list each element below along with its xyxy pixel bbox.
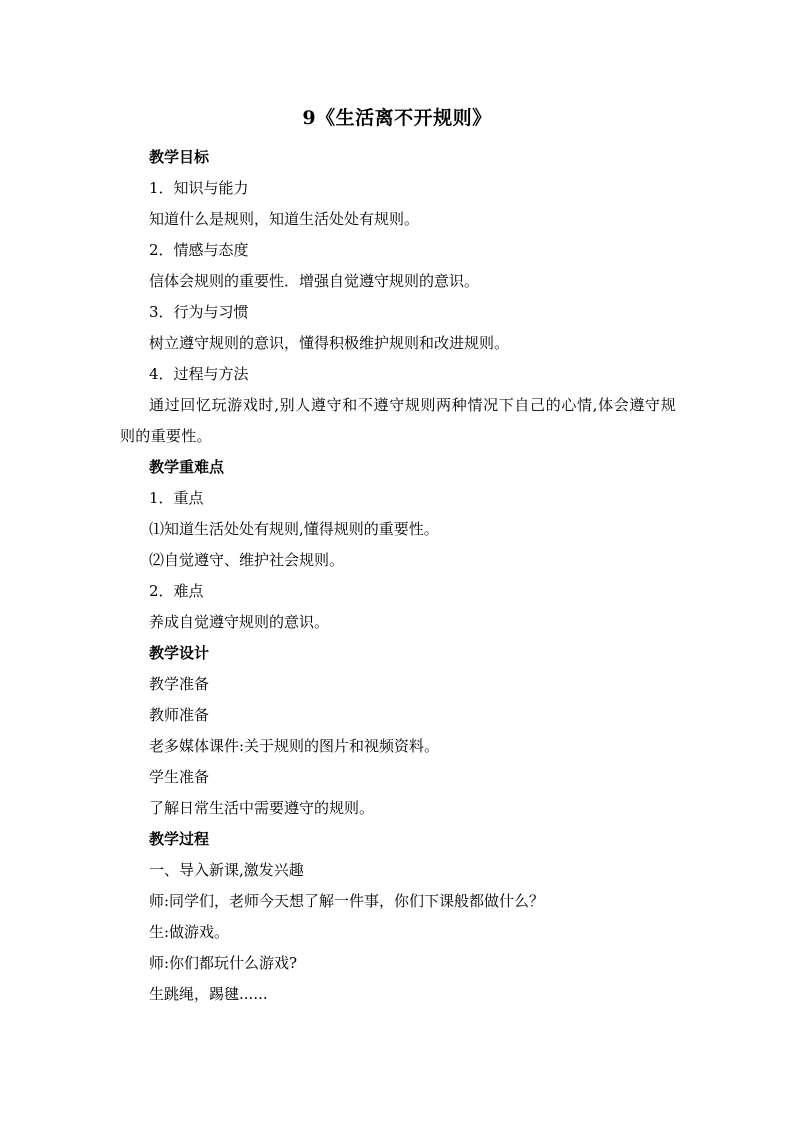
prep-label: 教学准备 xyxy=(149,675,210,693)
goal-item-4: 4．过程与方法 xyxy=(149,365,249,383)
document-body xyxy=(120,142,676,1010)
difficulty-text: 养成自觉遵守规则的意识。 xyxy=(149,613,330,631)
dialogue-line-1: 师:同学们，老师今天想了解一件事，你们下课般都做什么？ xyxy=(149,892,545,910)
key-point-label: 1．重点 xyxy=(149,489,204,507)
teacher-prep-label: 教师准备 xyxy=(149,706,210,724)
student-prep-text: 了解日常生活中需要遵守的规则。 xyxy=(149,799,375,817)
heading-teaching-process: 教学过程 xyxy=(149,830,210,848)
key-point-2: ⑵自觉遵守、维护社会规则。 xyxy=(149,551,345,569)
goal-text-4: 通过回忆玩游戏时,别人遵守和不遵守规则两种情况下自己的心情,体会遵守规则的重要性。 xyxy=(120,396,676,445)
teacher-prep-text: 老多媒体课件:关于规则的图片和视频资料。 xyxy=(149,737,440,755)
dialogue-line-4: 生跳绳，踢毽...... xyxy=(149,985,268,1003)
goal-item-3: 3．行为与习惯 xyxy=(149,303,249,321)
goal-text-2: 信体会规则的重要性．增强自觉遵守规则的意识。 xyxy=(149,272,480,290)
dialogue-line-3: 师:你们都玩什么游戏? xyxy=(149,954,298,972)
goal-text-3: 树立遵守规则的意识，懂得积极维护规则和改进规则。 xyxy=(149,334,510,352)
heading-key-points: 教学重难点 xyxy=(149,458,225,476)
goal-item-2: 2．情感与态度 xyxy=(149,241,249,259)
goal-item-1: 1．知识与能力 xyxy=(149,179,249,197)
difficulty-label: 2．难点 xyxy=(149,582,204,600)
heading-teaching-goals: 教学目标 xyxy=(149,148,210,166)
key-point-1: ⑴知道生活处处有规则,懂得规则的重要性。 xyxy=(149,520,439,538)
document-title: 9《生活离不开规则》 xyxy=(302,107,492,129)
dialogue-line-2: 生:做游戏。 xyxy=(149,923,230,941)
process-step-1: 一、导入新课,激发兴趣 xyxy=(149,861,304,879)
student-prep-label: 学生准备 xyxy=(149,768,210,786)
goal-text-1: 知道什么是规则，知道生活处处有规则。 xyxy=(149,210,420,228)
heading-teaching-design: 教学设计 xyxy=(149,644,210,662)
